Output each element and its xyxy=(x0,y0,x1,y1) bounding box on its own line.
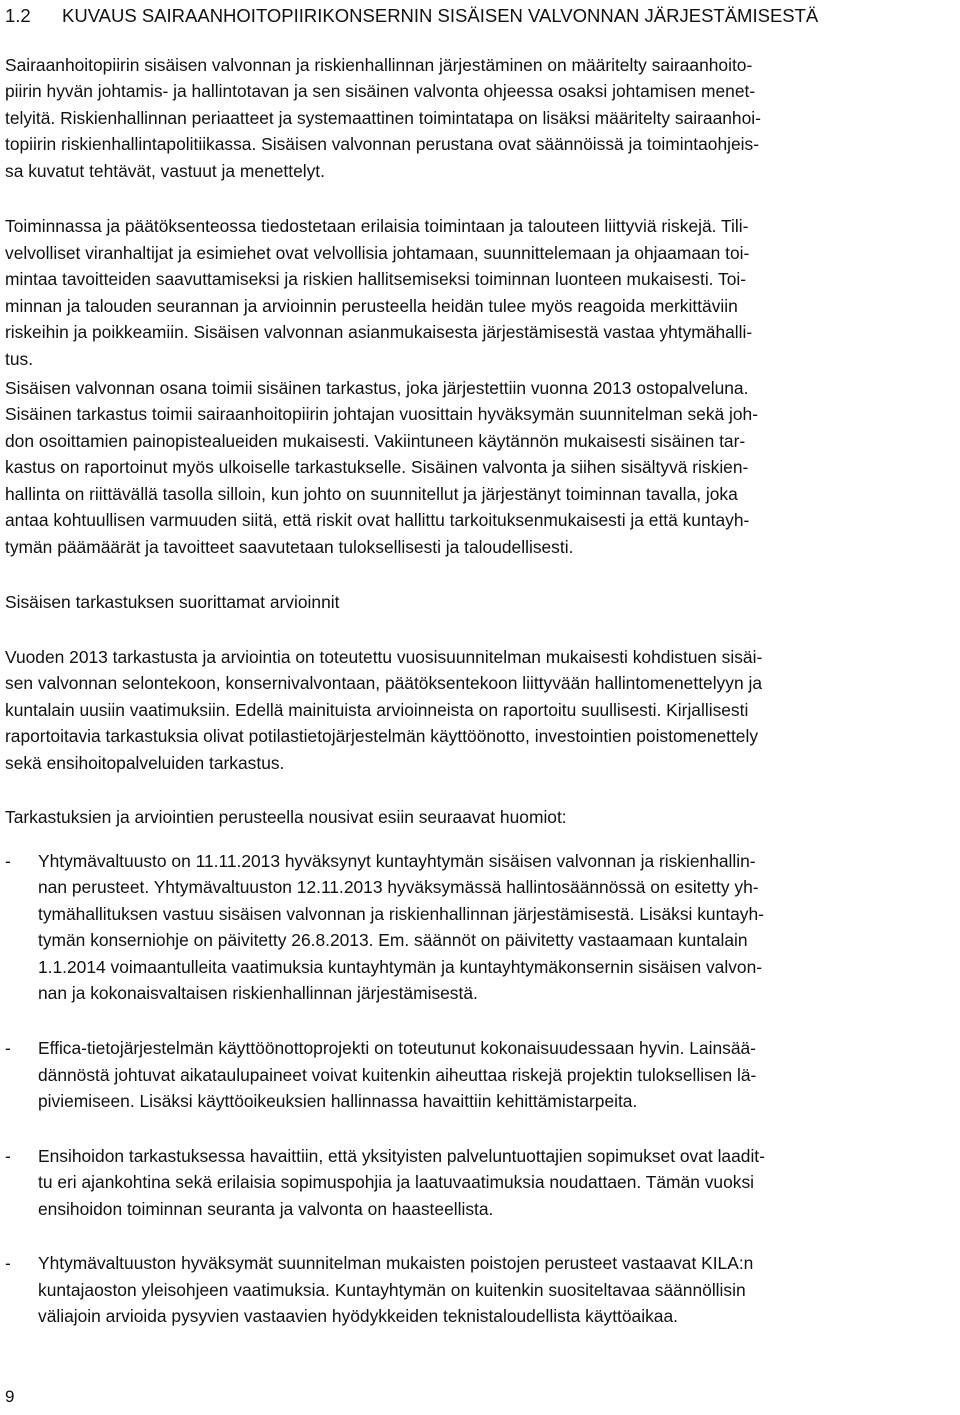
paragraph-1-line: sa kuvatut tehtävät, vastuut ja menettelyt. xyxy=(5,161,325,181)
bullet-1-line: nan ja kokonaisvaltaisen riskienhallinnan järjestämisestä. xyxy=(38,983,478,1003)
paragraph-3-line: kastus on raportoinut myös ulkoiselle tarkastukselle. Sisäinen valvonta ja siihen sisältyvä riskien- xyxy=(5,457,749,477)
paragraph-2-line: minnan ja talouden seurannan ja arvioinnin perusteella heidän tulee myös reagoida merkittäviin xyxy=(5,296,738,316)
bullet-1-line: 1.1.2014 voimaantulleita vaatimuksia kuntayhtymän ja kuntayhtymäkonsernin sisäisen valvon- xyxy=(38,957,763,977)
bullet-2-line: piviemiseen. Lisäksi käyttöoikeuksien hallinnassa havaittiin kehittämistarpeita. xyxy=(38,1091,638,1111)
paragraph-3-line: tymän päämäärät ja tavoitteet saavutetaan tuloksellisesti ja taloudellisesti. xyxy=(5,537,574,557)
paragraph-2-line: riskeihin ja poikkeamiin. Sisäisen valvonnan asianmukaisesta järjestämisestä vastaa yhtymähalli- xyxy=(5,322,753,342)
bullet-1-line: nan perusteet. Yhtymävaltuuston 12.11.2013 hyväksymässä hallintosäännössä on esitetty yh- xyxy=(38,877,759,897)
paragraph-4-line: Sisäisen tarkastuksen suorittamat arvioinnit xyxy=(5,592,340,612)
paragraph-3-line: antaa kohtuullisen varmuuden siitä, että riskit ovat hallittu tarkoituksenmukaisesti ja että kuntayh- xyxy=(5,510,750,530)
paragraph-2-line: mintaa tavoitteiden saavuttamiseksi ja riskien hallitsemiseksi toiminnan luonteen mukaisesti. Toi- xyxy=(5,269,747,289)
paragraph-2-line: velvolliset viranhaltijat ja esimiehet ovat velvollisia johtamaan, suunnittelemaan ja ohjaamaan toi- xyxy=(5,243,750,263)
paragraph-3-line: Sisäisen valvonnan osana toimii sisäinen tarkastus, joka järjestettiin vuonna 2013 ostopalveluna. xyxy=(5,378,749,398)
bullet-1-line: tymän konserniohje on päivitetty 26.8.2013. Em. säännöt on päivitetty vastaamaan kuntalain xyxy=(38,930,748,950)
section-title: KUVAUS SAIRAANHOITOPIIRIKONSERNIN SISÄISEN VALVONNAN JÄRJESTÄMISESTÄ xyxy=(62,5,819,26)
paragraph-3-line: hallinta on riittävällä tasolla silloin, kun johto on suunnitellut ja järjestänyt toiminnan tavalla, joka xyxy=(5,484,738,504)
paragraph-1-line: topiirin riskienhallintapolitiikassa. Sisäisen valvonnan perustana ovat säännöissä ja toimintaohjeis- xyxy=(5,134,760,154)
paragraph-2-line: tus. xyxy=(5,349,34,369)
bullet-3-line: ensihoidon toiminnan seuranta ja valvonta on haasteellista. xyxy=(38,1199,494,1219)
paragraph-1-line: piirin hyvän johtamis- ja hallintotavan ja sen sisäinen valvonta ohjeessa osaksi johtamisen menet- xyxy=(5,81,756,101)
bullet-4-line: väliajoin arvioida pysyvien vastaavien hyödykkeiden teknistaloudellista käyttöaikaa. xyxy=(38,1306,678,1326)
paragraph-2-line: Toiminnassa ja päätöksenteossa tiedostetaan erilaisia toimintaan ja talouteen liittyviä riskejä. Tili- xyxy=(5,216,749,236)
bullet-marker: - xyxy=(5,1038,11,1058)
paragraph-3-line: Sisäinen tarkastus toimii sairaanhoitopiirin johtajan vuosittain hyväksymän suunnitelman sekä joh- xyxy=(5,404,759,424)
paragraph-5-line: sekä ensihoitopalveluiden tarkastus. xyxy=(5,753,285,773)
paragraph-5-line: raportoitavia tarkastuksia olivat potilastietojärjestelmän käyttöönotto, investointien poistomenettely xyxy=(5,726,759,746)
page-number: 9 xyxy=(5,1387,15,1406)
bullet-2-line: Effica-tietojärjestelmän käyttöönottoprojekti on toteutunut kokonaisuudessaan hyvin. Lainsää- xyxy=(38,1038,756,1058)
bullet-4-line: Yhtymävaltuuston hyväksymät suunnitelman mukaisten poistojen perusteet vastaavat KILA:n xyxy=(38,1253,754,1273)
bullet-2-line: dännöstä johtuvat aikataulupaineet voivat kuitenkin aiheuttaa riskejä projektin tuloksellisen lä- xyxy=(38,1065,757,1085)
section-number: 1.2 xyxy=(5,5,31,26)
paragraph-5-line: kuntalain uusiin vaatimuksiin. Edellä mainituista arvioinneista on raportoitu suullisesti. Kirjallisesti xyxy=(5,700,749,720)
bullet-1-line: Yhtymävaltuusto on 11.11.2013 hyväksynyt kuntayhtymän sisäisen valvonnan ja riskienhallin- xyxy=(38,851,756,871)
bullet-3-line: Ensihoidon tarkastuksessa havaittiin, että yksityisten palveluntuottajien sopimukset ovat laadit- xyxy=(38,1146,765,1166)
paragraph-1-line: Sairaanhoitopiirin sisäisen valvonnan ja riskienhallinnan järjestäminen on määritelty sairaanhoito- xyxy=(5,55,753,75)
bullet-4-line: kuntajaoston yleisohjeen vaatimuksia. Kuntayhtymän on kuitenkin suositeltavaa säännöllisin xyxy=(38,1280,746,1300)
paragraph-5-line: sen valvonnan selontekoon, konsernivalvontaan, päätöksentekoon liittyvään hallintomenettelyyn ja xyxy=(5,673,762,693)
paragraph-5-line: Vuoden 2013 tarkastusta ja arviointia on toteutettu vuosisuunnitelman mukaisesti kohdistuen sisäi- xyxy=(5,647,763,667)
paragraph-1-line: telyitä. Riskienhallinnan periaatteet ja systemaattinen toimintatapa on lisäksi määritelty sairaanhoi- xyxy=(5,108,761,128)
paragraph-3-line: don osoittamien painopistealueiden mukaisesti. Vakiintuneen käytännön mukaisesti sisäinen tar- xyxy=(5,431,746,451)
paragraph-6-line: Tarkastuksien ja arviointien perusteella nousivat esiin seuraavat huomiot: xyxy=(5,807,567,827)
bullet-3-line: tu eri ajankohtina sekä erilaisia sopimuspohjia ja laatuvaatimuksia noudattaen. Tämän vuoksi xyxy=(38,1172,755,1192)
bullet-1-line: tymähallituksen vastuu sisäisen valvonnan ja riskienhallinnan järjestämisestä. Lisäksi kuntayh- xyxy=(38,904,764,924)
bullet-marker: - xyxy=(5,1253,11,1273)
section-heading xyxy=(5,4,960,28)
bullet-marker: - xyxy=(5,1146,11,1166)
bullet-marker: - xyxy=(5,851,11,871)
